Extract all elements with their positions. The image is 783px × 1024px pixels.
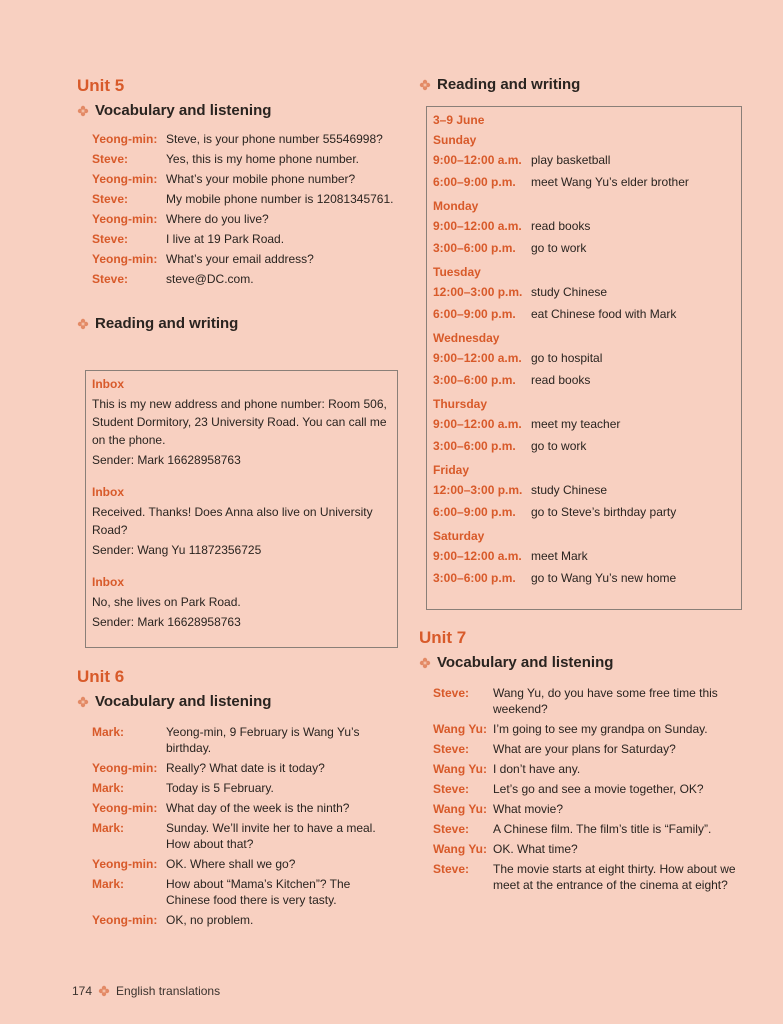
schedule-day: Thursday — [433, 397, 488, 411]
schedule-time: 3:00–6:00 p.m. — [433, 373, 516, 387]
inbox-message — [92, 575, 397, 629]
dialogue-speaker: Wang Yu: — [433, 842, 487, 856]
schedule-task: go to hospital — [531, 351, 603, 365]
page-footer — [72, 984, 220, 998]
schedule-row — [433, 369, 741, 391]
flower-bullet-icon — [77, 318, 89, 330]
dialogue-speaker: Steve: — [433, 822, 470, 836]
dialogue-speaker: Steve: — [433, 742, 470, 756]
schedule-row — [433, 237, 741, 259]
dialogue-speaker: Mark: — [92, 821, 125, 835]
dialogue-speaker: Steve: — [433, 862, 470, 876]
dialogue-line: The movie starts at eight thirty. How about we meet at the entrance of the cinema at eight? — [493, 862, 736, 892]
schedule-time: 6:00–9:00 p.m. — [433, 307, 516, 321]
dialogue-speaker: Yeong-min: — [92, 212, 158, 226]
unit6-vocab-title: Vocabulary and listening — [77, 693, 397, 710]
dialogue-speaker: Wang Yu: — [433, 762, 487, 776]
dialogue-speaker: Steve: — [92, 152, 129, 166]
unit6-reading-section — [419, 76, 749, 93]
inbox-box — [85, 370, 398, 648]
inbox-list — [92, 377, 397, 629]
schedule-time: 6:00–9:00 p.m. — [433, 175, 516, 189]
page-number: 174 — [72, 984, 93, 998]
dialogue-line: OK, no problem. — [166, 913, 254, 927]
dialogue-line: How about “Mama’s Kitchen”? The Chinese food there is very tasty. — [166, 877, 351, 907]
schedule-time: 9:00–12:00 a.m. — [433, 549, 522, 563]
unit5-vocab-title: Vocabulary and listening — [77, 102, 397, 119]
dialogue-speaker: Yeong-min: — [92, 857, 158, 871]
unit7-section — [419, 628, 749, 893]
dialogue-line: My mobile phone number is 12081345761. — [166, 192, 394, 206]
inbox-sender: Sender: Mark 16628958763 — [92, 615, 241, 629]
schedule-row — [433, 303, 741, 325]
dialogue-speaker: Mark: — [92, 725, 125, 739]
schedule-day: Wednesday — [433, 331, 500, 345]
dialogue-speaker: Steve: — [92, 272, 129, 286]
schedule-row — [433, 567, 741, 589]
flower-bullet-icon — [77, 105, 89, 117]
schedule-day: Tuesday — [433, 265, 481, 279]
dialogue-speaker: Steve: — [92, 232, 129, 246]
inbox-message — [92, 377, 397, 467]
schedule-heading: 3–9 June — [433, 113, 485, 127]
schedule-row — [433, 347, 741, 369]
inbox-title: Inbox — [92, 485, 124, 499]
dialogue-line: Let’s go and see a movie together, OK? — [493, 782, 704, 796]
schedule-task: study Chinese — [531, 483, 608, 497]
dialogue-line: Yes, this is my home phone number. — [166, 152, 359, 166]
dialogue-speaker: Yeong-min: — [92, 172, 158, 186]
unit5-section — [77, 76, 397, 332]
inbox-text: Received. Thanks! Does Anna also live on University Road? — [92, 505, 373, 537]
dialogue-speaker: Steve: — [433, 686, 470, 700]
schedule-task: meet Mark — [531, 549, 588, 563]
dialogue-line: I don’t have any. — [493, 762, 581, 776]
inbox-title: Inbox — [92, 575, 124, 589]
schedule-task: go to Wang Yu’s new home — [531, 571, 677, 585]
schedule-task: read books — [531, 373, 591, 387]
schedule-time: 9:00–12:00 a.m. — [433, 153, 522, 167]
unit6-title: Unit 6 — [77, 667, 125, 686]
inbox-message — [92, 485, 397, 557]
dialogue-line: What’s your email address? — [166, 252, 314, 266]
dialogue-line: Wang Yu, do you have some free time this weekend? — [493, 686, 718, 716]
dialogue-line: What movie? — [493, 802, 564, 816]
dialogue-speaker: Mark: — [92, 781, 125, 795]
flower-bullet-icon — [98, 985, 110, 997]
schedule-task: go to work — [531, 241, 587, 255]
schedule-time: 12:00–3:00 p.m. — [433, 483, 523, 497]
dialogue-speaker: Yeong-min: — [92, 913, 158, 927]
schedule-time: 3:00–6:00 p.m. — [433, 439, 516, 453]
schedule-task: go to work — [531, 439, 587, 453]
unit7-dialogue — [419, 685, 749, 893]
schedule-row — [433, 501, 741, 523]
flower-bullet-icon — [77, 696, 89, 708]
footer-label: English translations — [116, 984, 221, 998]
schedule-time: 9:00–12:00 a.m. — [433, 417, 522, 431]
schedule-day: Saturday — [433, 529, 485, 543]
unit6-section — [77, 667, 397, 928]
dialogue-speaker: Yeong-min: — [92, 252, 158, 266]
unit5-dialogue — [77, 131, 397, 287]
dialogue-line: Steve, is your phone number 55546998? — [166, 132, 383, 146]
schedule-task: study Chinese — [531, 285, 608, 299]
schedule-day: Friday — [433, 463, 470, 477]
inbox-sender: Sender: Wang Yu 11872356725 — [92, 543, 262, 557]
schedule-task: eat Chinese food with Mark — [531, 307, 677, 321]
dialogue-line: I live at 19 Park Road. — [166, 232, 285, 246]
dialogue-line: Really? What date is it today? — [166, 761, 325, 775]
schedule-row — [433, 149, 741, 171]
unit7-title: Unit 7 — [419, 628, 467, 647]
schedule-time: 3:00–6:00 p.m. — [433, 571, 516, 585]
dialogue-line: Where do you live? — [166, 212, 269, 226]
unit6-dialogue — [77, 724, 397, 928]
dialogue-line: OK. Where shall we go? — [166, 857, 296, 871]
dialogue-line: What are your plans for Saturday? — [493, 742, 676, 756]
schedule-row — [433, 281, 741, 303]
dialogue-line: Today is 5 February. — [166, 781, 274, 795]
dialogue-line: I’m going to see my grandpa on Sunday. — [493, 722, 708, 736]
schedule-task: meet my teacher — [531, 417, 621, 431]
dialogue-speaker: Yeong-min: — [92, 801, 158, 815]
inbox-sender: Sender: Mark 16628958763 — [92, 453, 241, 467]
schedule-row — [433, 435, 741, 457]
dialogue-line: Sunday. We’ll invite her to have a meal. How about that? — [166, 821, 376, 851]
dialogue-speaker: Yeong-min: — [92, 761, 158, 775]
schedule-task: play basketball — [531, 153, 611, 167]
dialogue-speaker: Yeong-min: — [92, 132, 158, 146]
schedule-day: Monday — [433, 199, 479, 213]
schedule-box — [426, 106, 742, 610]
unit6-reading-title: Reading and writing — [419, 76, 749, 93]
schedule-row — [433, 413, 741, 435]
schedule-time: 6:00–9:00 p.m. — [433, 505, 516, 519]
unit5-reading-title: Reading and writing — [77, 315, 397, 332]
schedule-row — [433, 479, 741, 501]
dialogue-line: OK. What time? — [493, 842, 578, 856]
flower-bullet-icon — [419, 79, 431, 91]
schedule-row — [433, 545, 741, 567]
schedule-time: 9:00–12:00 a.m. — [433, 351, 522, 365]
dialogue-line: steve@DC.com. — [166, 272, 254, 286]
schedule-task: read books — [531, 219, 591, 233]
dialogue-speaker: Mark: — [92, 877, 125, 891]
inbox-text: No, she lives on Park Road. — [92, 595, 241, 609]
inbox-title: Inbox — [92, 377, 124, 391]
schedule-task: go to Steve’s birthday party — [531, 505, 677, 519]
unit7-vocab-title: Vocabulary and listening — [419, 654, 749, 671]
schedule-day: Sunday — [433, 133, 477, 147]
schedule-time: 9:00–12:00 a.m. — [433, 219, 522, 233]
dialogue-speaker: Steve: — [92, 192, 129, 206]
dialogue-line: What day of the week is the ninth? — [166, 801, 350, 815]
dialogue-speaker: Steve: — [433, 782, 470, 796]
flower-bullet-icon — [419, 657, 431, 669]
schedule-row — [433, 171, 741, 193]
schedule-task: meet Wang Yu’s elder brother — [531, 175, 689, 189]
dialogue-line: A Chinese film. The film’s title is “Family”. — [493, 822, 712, 836]
unit5-title: Unit 5 — [77, 76, 125, 95]
inbox-text: This is my new address and phone number: Room 506, Student Dormitory, 23 University Road. You can call me on the phone. — [92, 397, 387, 447]
schedule-time: 12:00–3:00 p.m. — [433, 285, 523, 299]
dialogue-speaker: Wang Yu: — [433, 722, 487, 736]
schedule-list — [433, 133, 741, 589]
dialogue-line: Yeong-min, 9 February is Wang Yu’s birthday. — [166, 725, 360, 755]
schedule-row — [433, 215, 741, 237]
dialogue-speaker: Wang Yu: — [433, 802, 487, 816]
dialogue-line: What’s your mobile phone number? — [166, 172, 356, 186]
schedule-time: 3:00–6:00 p.m. — [433, 241, 516, 255]
